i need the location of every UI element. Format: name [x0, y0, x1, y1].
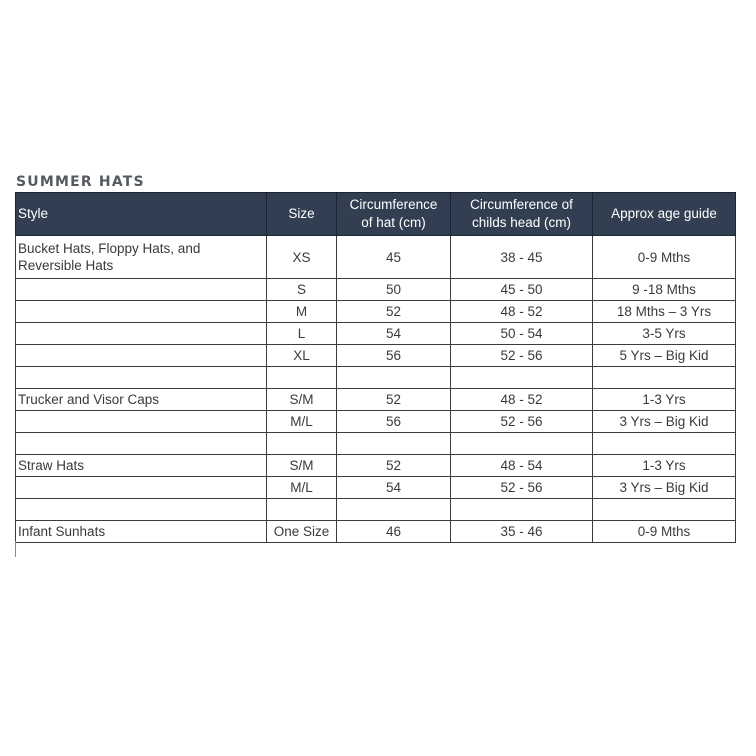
cell-head: 35 - 46	[451, 521, 593, 543]
header-size: Size	[267, 193, 337, 236]
cell-head: 45 - 50	[451, 279, 593, 301]
table-row	[16, 521, 736, 543]
cell-head: 52 - 56	[451, 477, 593, 499]
cell-age: 0-9 Mths	[593, 521, 736, 543]
cell-size: XS	[267, 236, 337, 279]
cell-hat: 54	[337, 477, 451, 499]
cell-size	[267, 433, 337, 455]
table-row	[16, 236, 736, 279]
header-age-guide: Approx age guide	[593, 193, 736, 236]
cell-head: 52 - 56	[451, 411, 593, 433]
cell-age: 1-3 Yrs	[593, 389, 736, 411]
cell-age	[593, 499, 736, 521]
cell-hat: 46	[337, 521, 451, 543]
cell-hat	[337, 499, 451, 521]
table-row-spacer	[16, 433, 736, 455]
cell-head	[451, 367, 593, 389]
header-head-circumference	[451, 193, 593, 236]
cell-hat: 52	[337, 301, 451, 323]
cell-age: 3 Yrs – Big Kid	[593, 477, 736, 499]
cell-head: 48 - 52	[451, 301, 593, 323]
cell-size: XL	[267, 345, 337, 367]
cell-style	[16, 345, 267, 367]
table-row	[16, 389, 736, 411]
page-title: SUMMER HATS	[16, 174, 145, 190]
cell-style	[16, 433, 267, 455]
header-head-line2: childs head (cm)	[471, 215, 572, 230]
cell-head: 52 - 56	[451, 345, 593, 367]
cell-style	[16, 323, 267, 345]
cell-style: Bucket Hats, Floppy Hats, and Reversible Hats	[16, 236, 267, 279]
cell-head: 48 - 54	[451, 455, 593, 477]
cell-hat: 52	[337, 455, 451, 477]
cell-hat: 50	[337, 279, 451, 301]
cell-size: M/L	[267, 411, 337, 433]
header-hat-line2: of hat (cm)	[361, 215, 426, 230]
cell-size: S	[267, 279, 337, 301]
cell-size: M/L	[267, 477, 337, 499]
cell-head: 38 - 45	[451, 236, 593, 279]
table-row	[16, 345, 736, 367]
table-row	[16, 455, 736, 477]
cell-style	[16, 301, 267, 323]
cell-age: 3 Yrs – Big Kid	[593, 411, 736, 433]
cell-age: 0-9 Mths	[593, 236, 736, 279]
cell-style: Straw Hats	[16, 455, 267, 477]
header-hat-line1: Circumference	[349, 197, 438, 212]
cell-style	[16, 477, 267, 499]
cell-hat: 52	[337, 389, 451, 411]
cell-size	[267, 499, 337, 521]
table-row	[16, 411, 736, 433]
table-row	[16, 301, 736, 323]
cell-style: Trucker and Visor Caps	[16, 389, 267, 411]
cell-age: 18 Mths – 3 Yrs	[593, 301, 736, 323]
table-row	[16, 477, 736, 499]
cell-age: 3-5 Yrs	[593, 323, 736, 345]
cell-hat: 54	[337, 323, 451, 345]
cell-hat: 56	[337, 345, 451, 367]
cell-size: L	[267, 323, 337, 345]
cell-hat: 45	[337, 236, 451, 279]
cell-style	[16, 367, 267, 389]
header-hat-circumference	[337, 193, 451, 236]
cell-size: One Size	[267, 521, 337, 543]
cell-age	[593, 433, 736, 455]
cell-hat: 56	[337, 411, 451, 433]
cell-size: S/M	[267, 455, 337, 477]
size-table	[15, 192, 736, 543]
table-row-spacer	[16, 499, 736, 521]
cell-size: S/M	[267, 389, 337, 411]
header-head-line1: Circumference of	[470, 197, 573, 212]
size-chart-sheet	[15, 172, 735, 543]
cell-age: 1-3 Yrs	[593, 455, 736, 477]
cell-head: 48 - 52	[451, 389, 593, 411]
cell-size	[267, 367, 337, 389]
table-row-spacer	[16, 367, 736, 389]
cell-hat	[337, 433, 451, 455]
cell-age	[593, 367, 736, 389]
cell-size: M	[267, 301, 337, 323]
cell-style	[16, 411, 267, 433]
text-cursor	[15, 541, 16, 557]
cell-head: 50 - 54	[451, 323, 593, 345]
cell-age: 5 Yrs – Big Kid	[593, 345, 736, 367]
cell-hat	[337, 367, 451, 389]
cell-head	[451, 499, 593, 521]
header-style: Style	[16, 193, 267, 236]
cell-style	[16, 499, 267, 521]
cell-head	[451, 433, 593, 455]
table-header-row	[16, 193, 736, 236]
cell-style: Infant Sunhats	[16, 521, 267, 543]
cell-style	[16, 279, 267, 301]
table-row	[16, 323, 736, 345]
table-row	[16, 279, 736, 301]
cell-age: 9 -18 Mths	[593, 279, 736, 301]
